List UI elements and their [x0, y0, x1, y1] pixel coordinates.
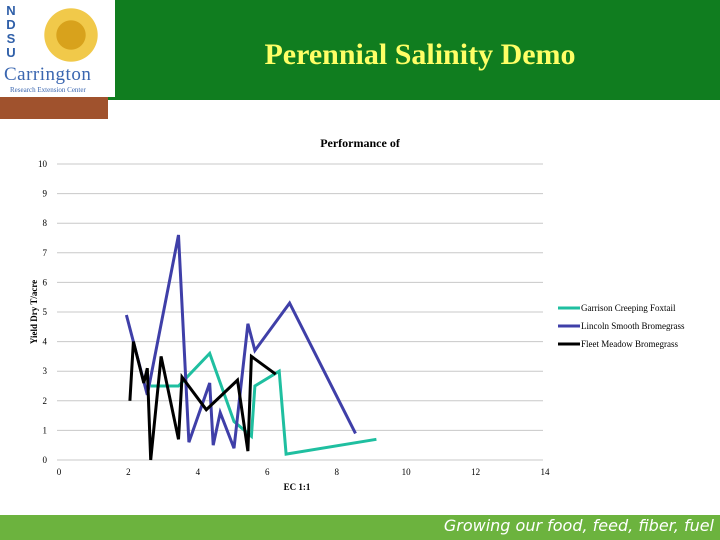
legend-label: Fleet Meadow Bromegrass — [581, 339, 678, 349]
x-axis-label: EC 1:1 — [283, 482, 311, 492]
x-tick-label: 12 — [471, 467, 481, 477]
y-tick-label: 6 — [42, 277, 47, 288]
x-tick-label: 2 — [126, 467, 131, 477]
legend-label: Garrison Creeping Foxtail — [581, 303, 676, 313]
grid — [57, 164, 543, 460]
logo-ndsu-letters: NDSU — [6, 3, 16, 60]
y-tick-label: 9 — [42, 188, 47, 199]
y-tick-label: 3 — [42, 366, 47, 377]
x-tick-label: 10 — [401, 467, 411, 477]
chart-title: Performance of — [320, 136, 400, 150]
x-tick-label: 6 — [265, 467, 270, 477]
y-tick-label: 2 — [42, 395, 47, 406]
x-tick-label: 0 — [56, 467, 62, 477]
legend — [558, 303, 685, 349]
x-axis-ticks — [57, 467, 550, 477]
logo-subtitle: Research Extension Center — [10, 86, 86, 94]
y-tick-label: 1 — [42, 425, 47, 436]
y-tick-label: 7 — [42, 247, 47, 258]
x-tick-label: 4 — [195, 467, 201, 477]
x-tick-label: 14 — [540, 467, 550, 477]
slide-title: Perennial Salinity Demo — [264, 38, 576, 71]
y-axis-label: Yield Dry T/acre — [29, 279, 39, 345]
y-tick-label: 8 — [42, 218, 47, 229]
y-tick-label: 10 — [38, 159, 47, 169]
y-axis-ticks — [38, 159, 48, 465]
footer-slogan: Growing our food, feed, fiber, fuel — [443, 516, 714, 535]
logo-name: Carrington — [4, 64, 92, 85]
series-lines — [126, 235, 376, 460]
footer-bar — [0, 515, 720, 540]
y-tick-label: 5 — [42, 307, 47, 317]
legend-label: Lincoln Smooth Bromegrass — [581, 321, 685, 331]
y-tick-label: 4 — [42, 336, 47, 347]
y-tick-label: 0 — [42, 455, 47, 465]
x-tick-label: 8 — [334, 467, 339, 477]
